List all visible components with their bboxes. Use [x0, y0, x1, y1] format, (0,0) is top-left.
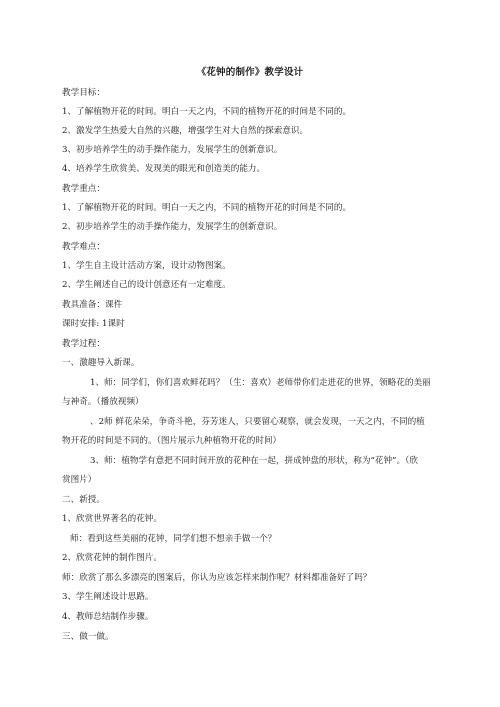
part-1-heading: 一、激趣导入新课。 [62, 358, 140, 368]
part-2-teacher-line-1: 师：看到这些美丽的花钟，同学们想不想亲手做一个？ [70, 534, 277, 544]
part-1-step-3-cont: 赏图片） [62, 475, 97, 485]
part-1-step-1: 1、师：同学们，你们喜欢鲜花吗？（生：喜欢）老师带你们走进花的世界，领略花的美丽 [90, 378, 431, 388]
difficulty-1: 1、学生自主设计活动方案，设计动物图案。 [62, 261, 231, 271]
part-2-heading: 二、新授。 [62, 495, 105, 505]
objective-3: 3、初步培养学生的动手操作能力，发展学生的创新意识。 [62, 145, 283, 155]
section-heading-process: 教学过程： [62, 339, 105, 349]
objective-4: 4、培养学生欣赏美、发现美的眼光和创造美的能力。 [62, 164, 266, 174]
part-1-step-2: 、2师 鲜花朵朵，争奇斗艳，芬芳迷人，只要留心观察，就会发现，一天之内，不同的植 [90, 417, 425, 427]
section-heading-difficulties: 教学难点： [62, 242, 105, 252]
part-3-heading: 三、做一做。 [62, 632, 114, 642]
objective-1: 1、了解植物开花的时间。明白一天之内，不同的植物开花的时间是不同的。 [62, 107, 352, 117]
part-2-step-1: 1、欣赏世界著名的花钟。 [62, 514, 162, 524]
section-heading-key-points: 教学重点： [62, 184, 105, 194]
part-2-step-3: 3、学生阐述设计思路。 [62, 592, 154, 602]
part-2-teacher-line-2: 师：欣赏了那么多漂亮的图案后，你认为应该怎样来制作呢？材料都准备好了吗？ [62, 573, 372, 583]
teaching-aids: 教具准备：课件 [62, 300, 123, 310]
part-1-step-2-cont: 物开花的时间是不同的。（图片展示九种植物开花的时间） [62, 436, 282, 446]
section-heading-objectives: 教学目标： [62, 88, 105, 98]
part-1-step-3: 3、师：植物学有意把不同时间开放的花种在一起，拼成钟盘的形状，称为“花钟”。（欣 [90, 456, 418, 466]
part-1-step-1-cont: 与神奇。（播放视频） [62, 397, 144, 407]
part-2-step-4: 4、教师总结制作步骤。 [62, 612, 154, 622]
difficulty-2: 2、学生阐述自己的设计创意还有一定难度。 [62, 280, 231, 290]
lesson-schedule: 课时安排: 1课时 [62, 319, 125, 329]
part-2-step-2: 2、欣赏花钟的制作图片。 [62, 553, 162, 563]
key-point-2: 2、初步培养学生的动手操作能力，发展学生的创新意识。 [62, 222, 283, 232]
key-point-1: 1、了解植物开花的时间。明白一天之内，不同的植物开花的时间是不同的。 [62, 203, 352, 213]
document-title: 《花钟的制作》教学设计 [196, 67, 304, 78]
objective-2: 2、激发学生热爱大自然的兴趣，增强学生对大自然的探索意识。 [62, 126, 309, 136]
